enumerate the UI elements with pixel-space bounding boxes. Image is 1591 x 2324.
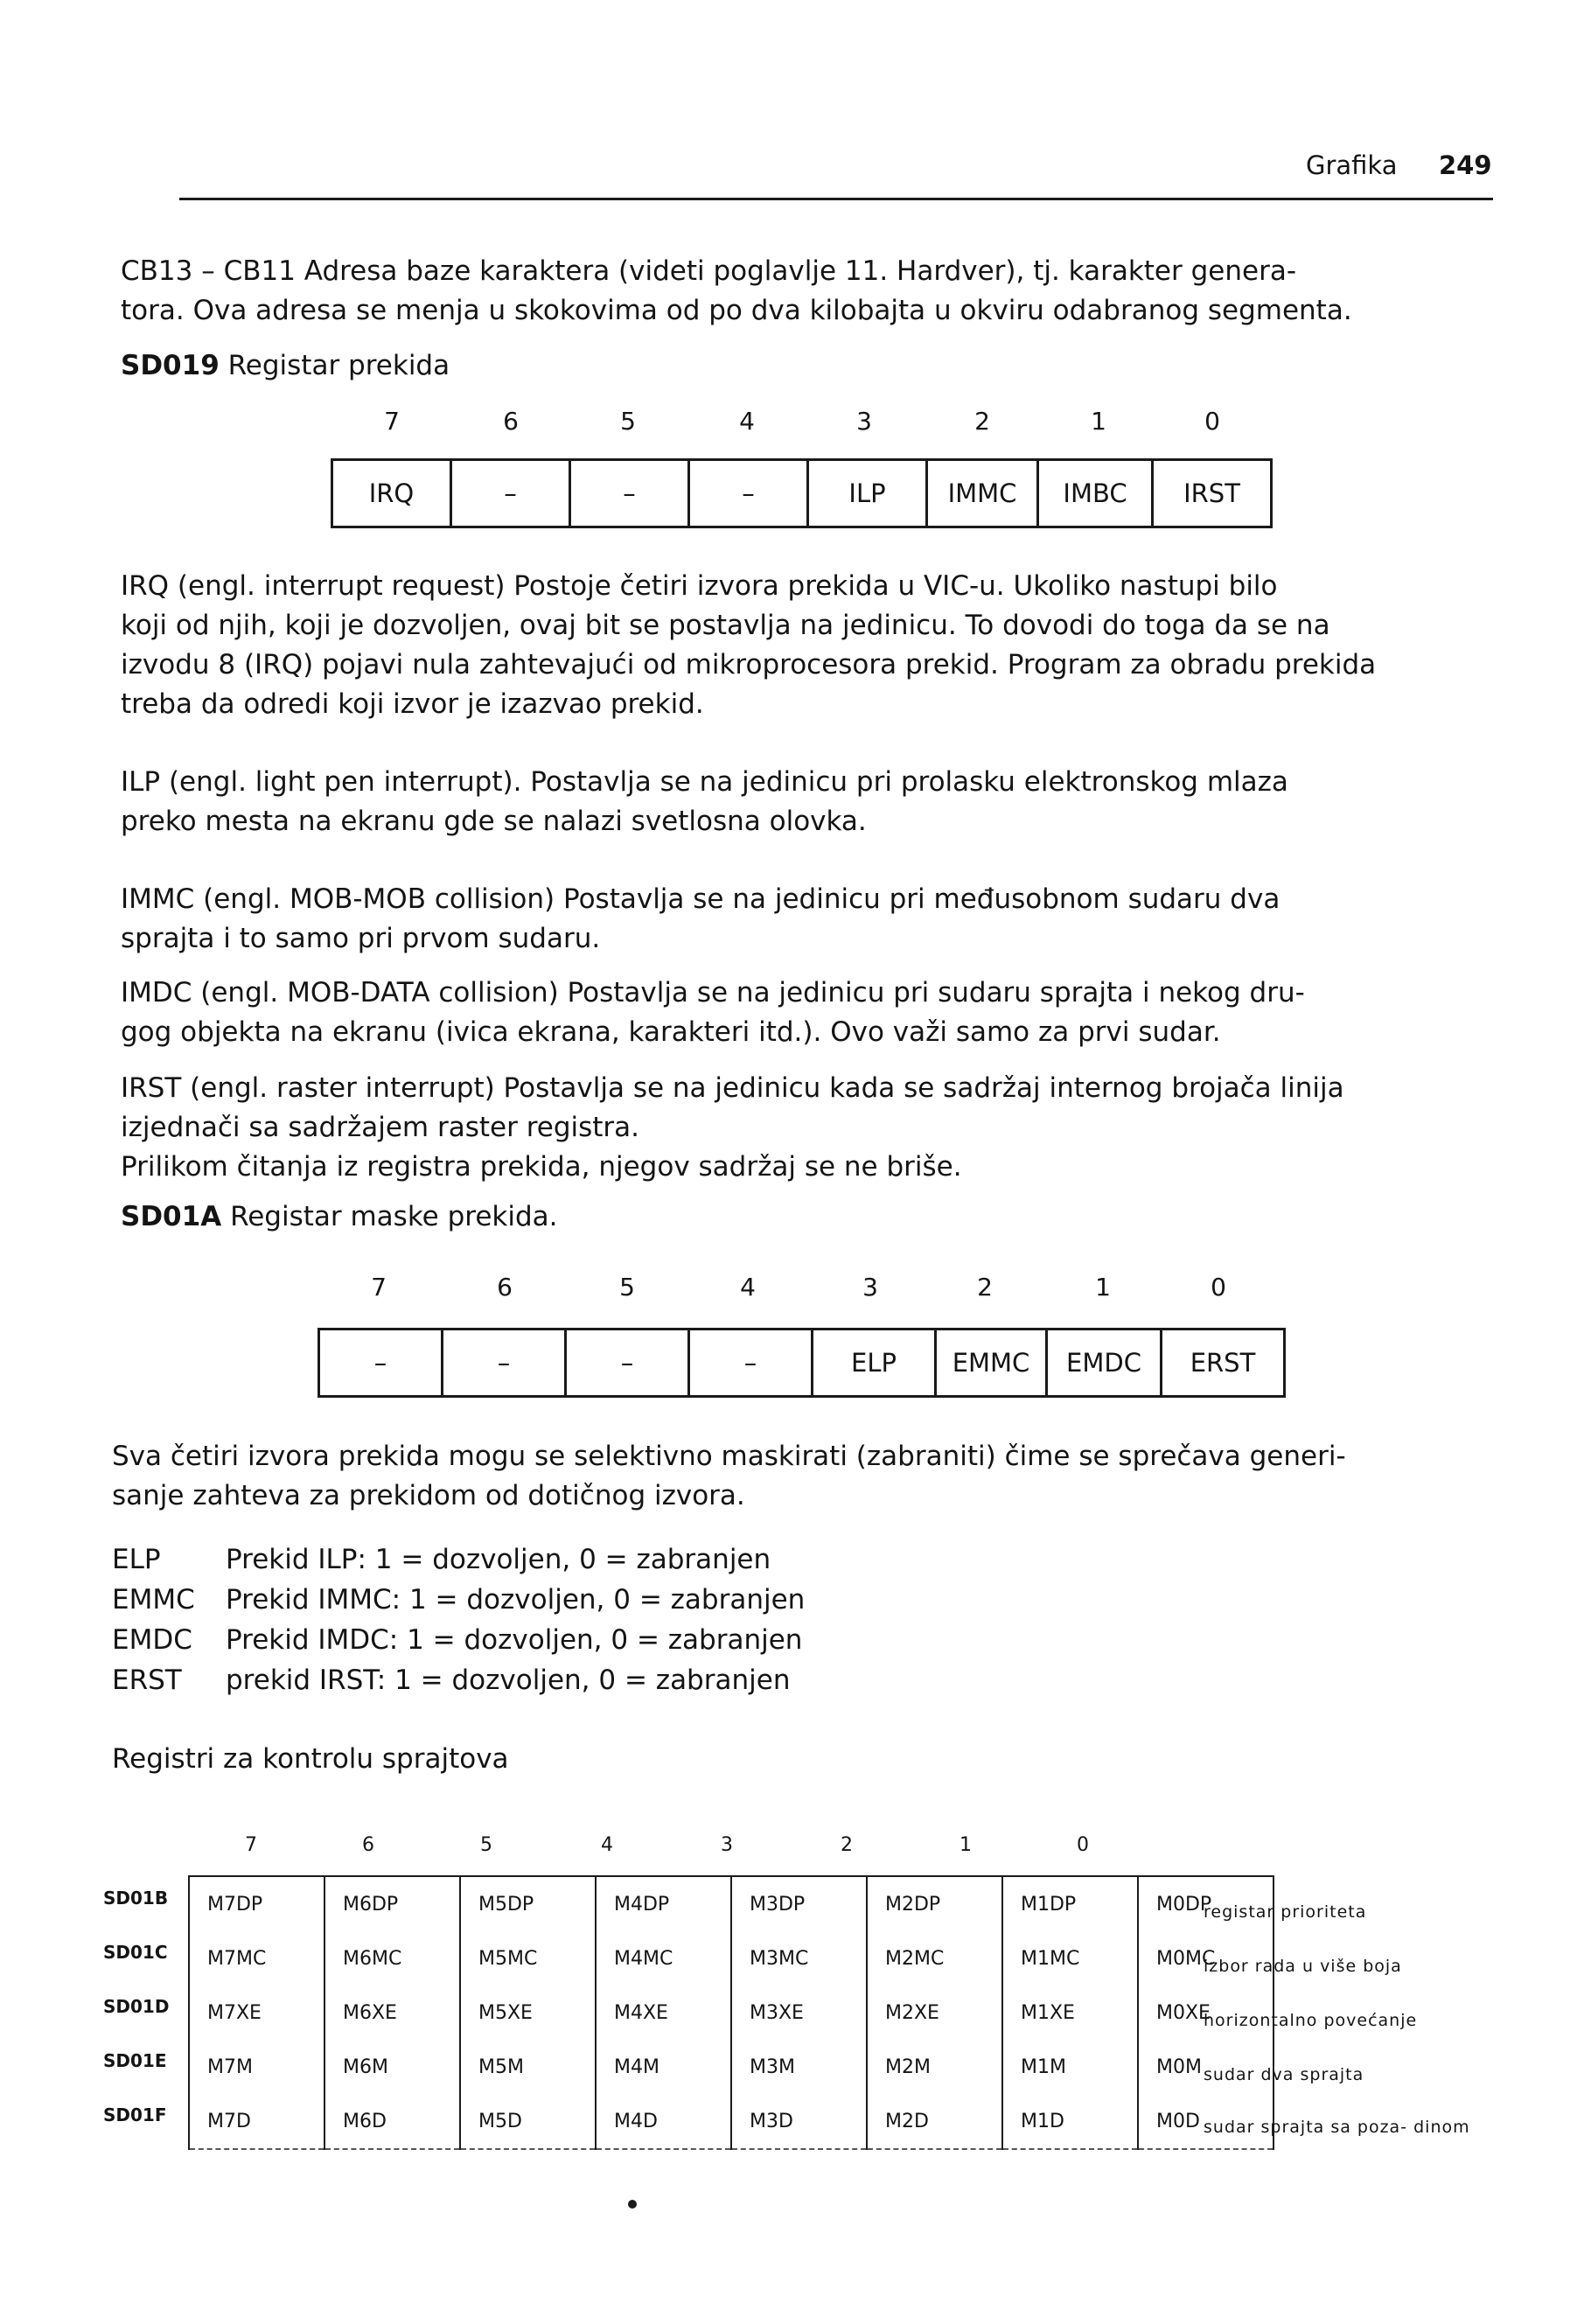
mask-list-item: [112, 1660, 805, 1700]
text-line: preko mesta na ekranu gde se nalazi svetlosna olovka.: [121, 806, 867, 837]
table-cell: M5XE: [460, 1986, 596, 2040]
bit-number: 5: [620, 407, 636, 436]
table-row: [189, 1931, 1273, 1986]
register-cell: EMMC: [936, 1329, 1047, 1397]
bit-number: 7: [371, 1273, 387, 1302]
table-cell: M1D: [1002, 2094, 1138, 2149]
text-line: Prilikom čitanja iz registra prekida, njegov sadržaj se ne briše.: [121, 1151, 962, 1183]
table-cell: M3DP: [731, 1876, 867, 1931]
register-cell: IMMC: [927, 460, 1038, 527]
table-row: [189, 2094, 1273, 2149]
imdc-description: [121, 974, 1494, 1052]
table-cell: M4MC: [596, 1931, 731, 1986]
register-cell: EMDC: [1047, 1329, 1162, 1397]
table-cell: M7XE: [189, 1986, 324, 2040]
text-line: izvodu 8 (IRQ) pojavi nula zahtevajući od mikroprocesora prekid. Program za obradu prekida: [121, 649, 1377, 680]
text-line: CB13 – CB11 Adresa baze karaktera (videti poglavlje 11. Hardver), tj. karakter genera-: [121, 255, 1297, 287]
sprite-registers-title: Registri za kontrolu sprajtova: [112, 1743, 509, 1775]
bit-number: 3: [721, 1834, 733, 1856]
table-cell: M6DP: [324, 1876, 460, 1931]
bit-number: 2: [974, 407, 990, 436]
register-cell: IMBC: [1038, 460, 1153, 527]
sprite-register-description: horizontalno povećanje: [1204, 2011, 1418, 2030]
bit-number: 7: [245, 1834, 257, 1856]
bit-number: 2: [841, 1834, 853, 1856]
sprite-register-description: sudar sprajta sa poza- dinom: [1204, 2118, 1470, 2137]
text-line: ILP (engl. light pen interrupt). Postavlja se na jedinicu pri prolasku elektronskog mlaza: [121, 766, 1288, 798]
table-cell: M1MC: [1002, 1931, 1138, 1986]
table-cell: M5D: [460, 2094, 596, 2149]
sprite-register-description: izbor rada u više boja: [1204, 1957, 1402, 1976]
table-cell: M4D: [596, 2094, 731, 2149]
table-cell: M1M: [1002, 2040, 1138, 2094]
bit-number: 7: [384, 407, 400, 436]
table-cell: M3MC: [731, 1931, 867, 1986]
mask-bit-text: Prekid ILP: 1 = dozvoljen, 0 = zabranjen: [226, 1544, 771, 1575]
table-cell: M1DP: [1002, 1876, 1138, 1931]
table-cell: M6D: [324, 2094, 460, 2149]
text-line: izjednači sa sadržajem raster registra.: [121, 1112, 640, 1143]
table-cell: M0DP: [1138, 1876, 1273, 1931]
register-title: Registar maske prekida.: [230, 1201, 558, 1232]
table-cell: M5DP: [460, 1876, 596, 1931]
bit-number: 0: [1077, 1834, 1089, 1856]
table-cell: M4DP: [596, 1876, 731, 1931]
table-cell: M1XE: [1002, 1986, 1138, 2040]
mask-bit-text: prekid IRST: 1 = dozvoljen, 0 = zabranjen: [226, 1664, 791, 1696]
mask-register-table: [318, 1328, 1286, 1398]
mask-bit-list: [112, 1539, 805, 1700]
register-cell: ERST: [1162, 1329, 1285, 1397]
ilp-description: [121, 763, 1494, 841]
decorative-dot: [628, 2200, 637, 2209]
register-cell: –: [451, 460, 570, 527]
mask-list-item: [112, 1539, 805, 1580]
table-cell: M5M: [460, 2040, 596, 2094]
bit-number: 0: [1204, 407, 1220, 436]
mask-bit-text: Prekid IMMC: 1 = dozvoljen, 0 = zabranjen: [226, 1584, 806, 1616]
text-line: gog objekta na ekranu (ivica ekrana, karakteri itd.). Ovo važi samo za prvi sudar.: [121, 1016, 1221, 1048]
table-cell: M2XE: [867, 1986, 1002, 2040]
table-cell: M0M: [1138, 2040, 1273, 2094]
bit-number: 6: [362, 1834, 374, 1856]
page-number: 249: [1439, 150, 1492, 180]
bit-number: 4: [740, 1273, 756, 1302]
register-cell: IRQ: [332, 460, 451, 527]
bit-number: 6: [503, 407, 519, 436]
register-row: [319, 1329, 1285, 1397]
register-cell: –: [689, 460, 808, 527]
bit-number: 1: [1091, 407, 1106, 436]
text-line: tora. Ova adresa se menja u skokovima od po dva kilobajta u okviru odabranog segmenta.: [121, 295, 1352, 326]
sprite-registers-table: [188, 1875, 1274, 2150]
sprite-register-address: SD01C: [103, 1942, 168, 1963]
bit-number: 1: [1095, 1273, 1111, 1302]
table-cell: M7M: [189, 2040, 324, 2094]
table-cell: M4M: [596, 2040, 731, 2094]
table-cell: M7D: [189, 2094, 324, 2149]
mask-bit-name: EMMC: [112, 1584, 195, 1616]
interrupt-register-heading: [121, 350, 450, 381]
intro-paragraph: [121, 252, 1494, 331]
table-cell: M0MC: [1138, 1931, 1273, 1986]
bit-number: 4: [739, 407, 755, 436]
table-cell: M3XE: [731, 1986, 867, 2040]
register-cell: –: [319, 1329, 443, 1397]
interrupt-register-table: [331, 458, 1273, 528]
mask-register-heading: [121, 1201, 558, 1232]
mask-list-item: [112, 1620, 805, 1660]
bit-number: 4: [601, 1834, 613, 1856]
text-line: IMDC (engl. MOB-DATA collision) Postavlja se na jedinicu pri sudaru sprajta i nekog dru-: [121, 977, 1305, 1008]
sprite-register-address: SD01D: [103, 1996, 170, 2017]
running-header-title: Grafika: [1306, 150, 1398, 180]
text-line: IMMC (engl. MOB-MOB collision) Postavlja se na jedinicu pri međusobnom sudaru dva: [121, 883, 1280, 915]
register-cell: –: [689, 1329, 813, 1397]
bit-number: 2: [977, 1273, 993, 1302]
text-line: koji od njih, koji je dozvoljen, ovaj bit se postavlja na jedinicu. To dovodi do toga da se na: [121, 610, 1330, 641]
register-cell: –: [570, 460, 689, 527]
table-cell: M2DP: [867, 1876, 1002, 1931]
bit-number: 3: [856, 407, 872, 436]
mask-list-item: [112, 1580, 805, 1620]
mask-bit-name: ERST: [112, 1664, 182, 1696]
header-rule: [179, 198, 1493, 200]
register-cell: –: [566, 1329, 689, 1397]
mask-explanation: [112, 1437, 1485, 1516]
table-cell: M2MC: [867, 1931, 1002, 1986]
mask-bit-text: Prekid IMDC: 1 = dozvoljen, 0 = zabranjen: [226, 1624, 803, 1656]
bit-number: 1: [959, 1834, 972, 1856]
bit-number: 0: [1211, 1273, 1226, 1302]
sprite-register-description: registar prioriteta: [1204, 1902, 1367, 1922]
table-row: [189, 2040, 1273, 2094]
table-cell: M7MC: [189, 1931, 324, 1986]
table-cell: M7DP: [189, 1876, 324, 1931]
text-line: IRST (engl. raster interrupt) Postavlja se na jedinicu kada se sadržaj internog brojača linija: [121, 1072, 1344, 1104]
table-cell: M0D: [1138, 2094, 1273, 2149]
text-line: IRQ (engl. interrupt request) Postoje četiri izvora prekida u VIC-u. Ukoliko nastupi bilo: [121, 570, 1278, 602]
table-cell: M4XE: [596, 1986, 731, 2040]
table-cell: M6XE: [324, 1986, 460, 2040]
mask-bit-name: EMDC: [112, 1624, 192, 1656]
text-line: treba da odredi koji izvor je izazvao prekid.: [121, 688, 704, 720]
bit-number: 6: [497, 1273, 513, 1302]
table-row: [189, 1876, 1273, 1931]
table-cell: M3D: [731, 2094, 867, 2149]
table-cell: M2M: [867, 2040, 1002, 2094]
bit-number: 5: [619, 1273, 635, 1302]
register-title: Registar prekida: [227, 350, 450, 381]
irq-description: [121, 567, 1494, 724]
register-address: SD01A: [121, 1201, 222, 1232]
text-line: Sva četiri izvora prekida mogu se selektivno maskirati (zabraniti) čime se sprečava generi-: [112, 1441, 1346, 1472]
text-line: sanje zahteva za prekidom od dotičnog izvora.: [112, 1480, 745, 1511]
register-cell: ILP: [808, 460, 927, 527]
sprite-register-address: SD01B: [103, 1888, 169, 1909]
table-cell: M5MC: [460, 1931, 596, 1986]
table-cell: M3M: [731, 2040, 867, 2094]
table-cell: M6MC: [324, 1931, 460, 1986]
register-cell: ELP: [813, 1329, 936, 1397]
bit-number: 3: [862, 1273, 878, 1302]
register-address: SD019: [121, 350, 220, 381]
register-row: [332, 460, 1272, 527]
table-row: [189, 1986, 1273, 2040]
register-cell: –: [443, 1329, 566, 1397]
sprite-register-address: SD01E: [103, 2050, 167, 2071]
text-line: sprajta i to samo pri prvom sudaru.: [121, 923, 601, 954]
immc-description: [121, 880, 1494, 959]
table-cell: M6M: [324, 2040, 460, 2094]
bit-number: 5: [480, 1834, 492, 1856]
sprite-register-description: sudar dva sprajta: [1204, 2065, 1364, 2084]
sprite-register-address: SD01F: [103, 2104, 167, 2125]
register-cell: IRST: [1153, 460, 1272, 527]
table-cell: M0XE: [1138, 1986, 1273, 2040]
irst-description: [121, 1069, 1494, 1187]
mask-bit-name: ELP: [112, 1544, 161, 1575]
table-cell: M2D: [867, 2094, 1002, 2149]
